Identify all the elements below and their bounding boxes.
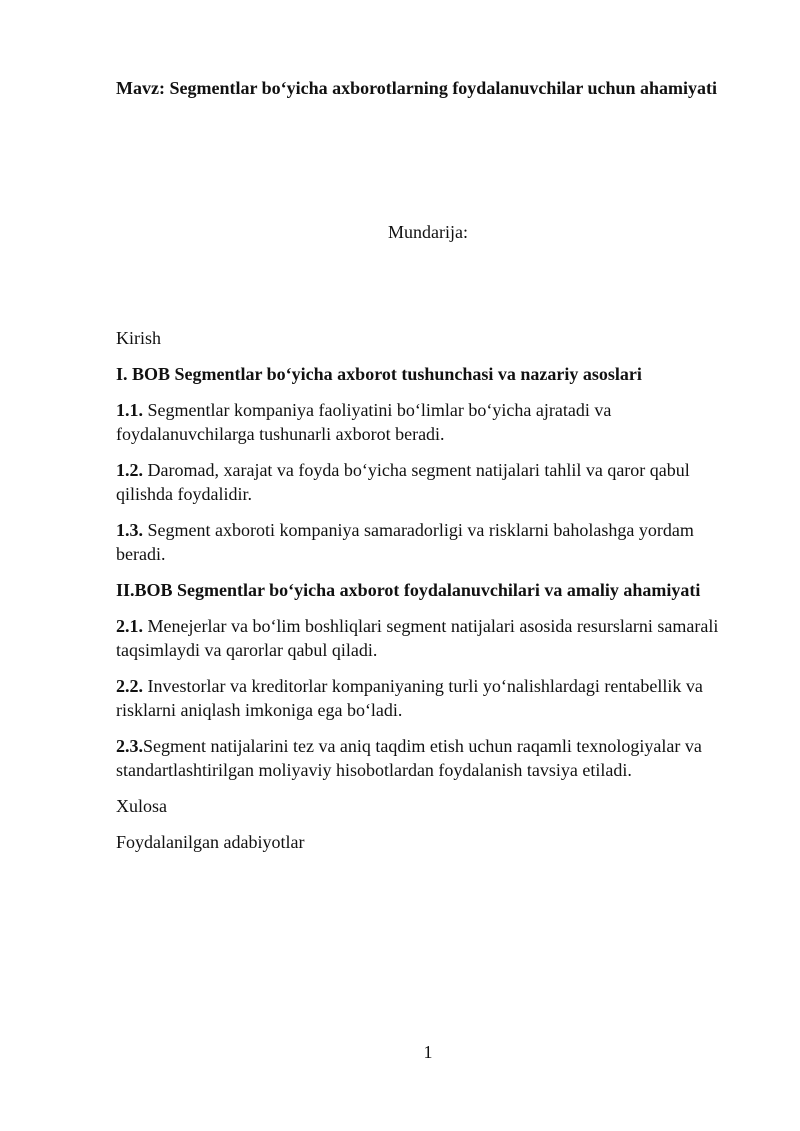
section-text: Investorlar va kreditorlar kompaniyaning turli yo‘nalishlardagi rentabellik va risklarni aniqlash imkoniga ega bo‘ladi. [116, 676, 703, 720]
section-text: Segment axboroti kompaniya samaradorligi va risklarni baholashga yordam beradi. [116, 520, 694, 564]
toc-section-2-1 [116, 614, 746, 662]
toc-section-1-1 [116, 398, 746, 446]
section-number: 2.1. [116, 616, 143, 636]
document-title: Mavz: Segmentlar bo‘yicha axborotlarning foydalanuvchilar uchun ahamiyati [116, 78, 718, 98]
table-of-contents [116, 326, 746, 866]
section-text: Daromad, xarajat va foyda bo‘yicha segment natijalari tahlil va qaror qabul qilishda foydalidir. [116, 460, 690, 504]
section-number: 1.1. [116, 400, 143, 420]
toc-section-2-2 [116, 674, 746, 722]
section-text: Segment natijalarini tez va aniq taqdim etish uchun raqamli texnologiyalar va standartlashtirilgan moliyaviy hisobotlardan foydalanish tavsiya etiladi. [116, 736, 702, 780]
toc-entry-references: Foydalanilgan adabiyotlar [116, 832, 305, 852]
toc-chapter-2: II.BOB Segmentlar bo‘yicha axborot foydalanuvchilari va amaliy ahamiyati [116, 580, 701, 600]
toc-chapter-1: I. BOB Segmentlar bo‘yicha axborot tushunchasi va nazariy asoslari [116, 364, 642, 384]
toc-section-1-3 [116, 518, 746, 566]
section-number: 2.3. [116, 736, 143, 756]
section-text: Segmentlar kompaniya faoliyatini bo‘limlar bo‘yicha ajratadi va foydalanuvchilarga tushunarli axborot beradi. [116, 400, 612, 444]
page-number: 1 [423, 1042, 433, 1062]
section-number: 1.2. [116, 460, 143, 480]
section-text: Menejerlar va bo‘lim boshliqlari segment natijalari asosida resurslarni samarali taqsimlaydi va qarorlar qabul qiladi. [116, 616, 719, 660]
toc-heading: Mundarija: [388, 222, 468, 242]
toc-section-1-2 [116, 458, 746, 506]
toc-entry-conclusion: Xulosa [116, 796, 167, 816]
section-number: 2.2. [116, 676, 143, 696]
toc-entry-intro: Kirish [116, 328, 161, 348]
toc-section-2-3 [116, 734, 746, 782]
section-number: 1.3. [116, 520, 143, 540]
